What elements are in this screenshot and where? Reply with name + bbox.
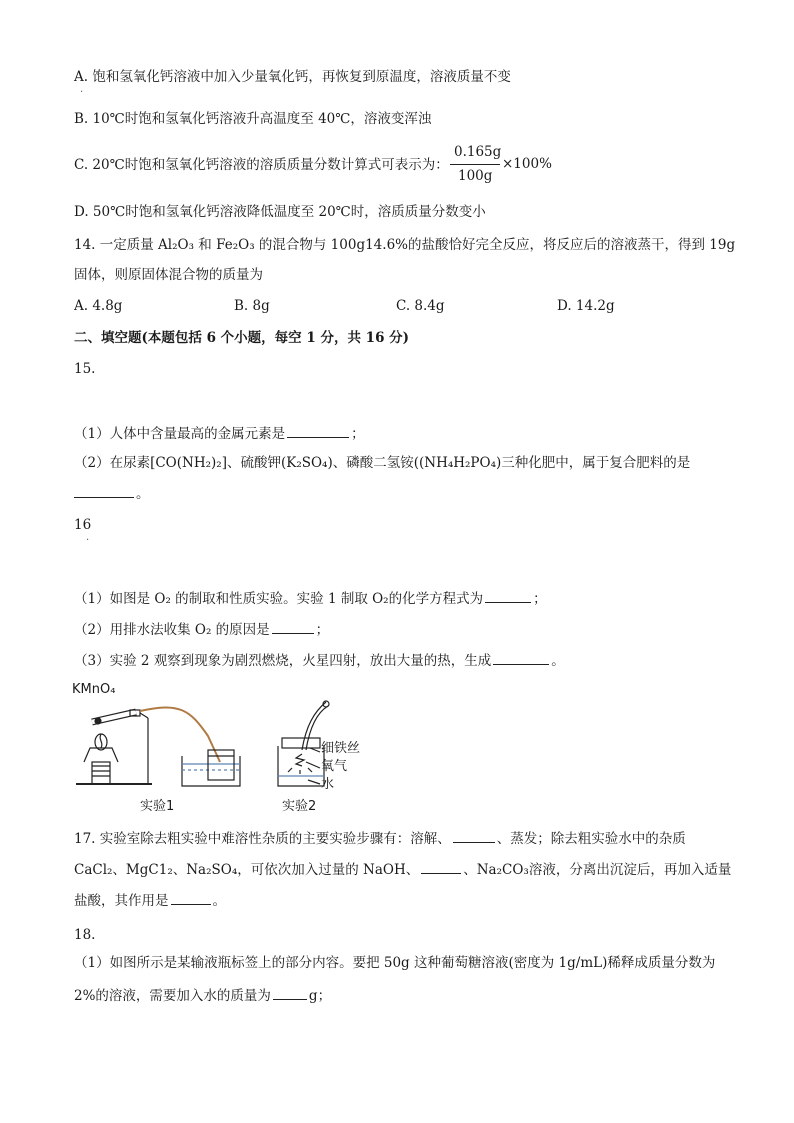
experiment1-caption: 实验1 — [140, 799, 175, 814]
experiment2-caption: 实验2 — [282, 799, 317, 814]
q13-option-b: B. 10℃时饱和氢氧化钙溶液升高温度至 40℃，溶液变浑浊 — [74, 111, 432, 127]
fraction-multiplier: ×100% — [502, 156, 552, 172]
q18-line1: （1）如图所示是某输液瓶标签上的部分内容。要把 50g 这种葡萄糖溶液(密度为 1g/mL)稀释成质量分数为 — [74, 955, 716, 971]
q14-stem-line2: 固体，则原固体混合物的质量为 — [74, 267, 263, 283]
answer-blank[interactable] — [273, 986, 307, 1000]
q17-line3: 盐酸，其作用是 。 — [74, 893, 226, 909]
q13-option-d: D. 50℃时饱和氢氧化钙溶液降低温度至 20℃时，溶质质量分数变小 — [74, 204, 486, 220]
stray-dot-mark: . — [86, 532, 90, 543]
fraction-bar — [450, 164, 500, 165]
answer-blank[interactable] — [74, 484, 134, 498]
fraction-numerator: 0.165g — [454, 144, 502, 160]
q15-part2-answer: 。 — [74, 484, 150, 503]
q13-option-c: C. 20℃时饱和氢氧化钙溶液的溶质质量分数计算式可表示为： — [74, 157, 449, 173]
iron-wire-label: 细铁丝 — [321, 741, 361, 756]
q16-part1: （1）如图是 O₂ 的制取和性质实验。实验 1 制取 O₂的化学方程式为 ； — [74, 591, 547, 607]
q16-part3: （3）实验 2 观察到现象为剧烈燃烧，火星四射，放出大量的热，生成 。 — [74, 653, 565, 669]
stray-dot-mark: . — [80, 84, 84, 95]
q14-option-c: C. 8.4g — [396, 298, 445, 314]
answer-blank[interactable] — [171, 891, 211, 905]
q16-part2: （2）用排水法收集 O₂ 的原因是 ； — [74, 622, 330, 638]
q15-part1: （1）人体中含量最高的金属元素是 ； — [74, 426, 365, 442]
q13-option-a: A. 饱和氢氧化钙溶液中加入少量氧化钙，再恢复到原温度，溶液质量不变 — [74, 69, 511, 85]
q14-option-a: A. 4.8g — [74, 298, 123, 314]
answer-blank[interactable] — [453, 829, 495, 843]
kmno4-label: KMnO₄ — [72, 682, 116, 697]
fraction-denominator: 100g — [458, 168, 493, 184]
q15-number: 15. — [74, 361, 96, 377]
q17-line2: CaCl₂、MgC1₂、Na₂SO₄，可依次加入过量的 NaOH、 、Na₂CO₃溶液，分离出沉淀后，再加入适量 — [74, 862, 732, 878]
q14-stem-line1: 14. 一定质量 Al₂O₃ 和 Fe₂O₃ 的混合物与 100g14.6%的盐酸恰好完全反应，将反应后的溶液蒸干，得到 19g — [74, 237, 736, 253]
q18-number: 18. — [74, 927, 96, 943]
section-heading: 二、填空题(本题包括 6 个小题，每空 1 分，共 16 分) — [74, 330, 410, 346]
water-label: 水 — [321, 777, 335, 792]
q16-number: 16 — [74, 517, 92, 533]
q15-part2: （2）在尿素[CO(NH₂)₂]、硫酸钾(K₂SO₄)、磷酸二氢铵((NH₄H₂PO₄)三种化肥中，属于复合肥料的是 — [74, 455, 691, 471]
q17-line1: 17. 实验室除去粗实验中难溶性杂质的主要实验步骤有：溶解、 、蒸发；除去粗实验水中的杂质 — [74, 831, 686, 847]
answer-blank[interactable] — [287, 424, 349, 438]
q18-line2: 2%的溶液，需要加入水的质量为 g； — [74, 988, 332, 1004]
answer-blank[interactable] — [421, 860, 461, 874]
q14-option-b: B. 8g — [234, 298, 270, 314]
answer-blank[interactable] — [493, 651, 549, 665]
answer-blank[interactable] — [485, 589, 531, 603]
answer-blank[interactable] — [272, 620, 314, 634]
q14-option-d: D. 14.2g — [557, 298, 615, 314]
oxygen-label: 氧气 — [321, 759, 348, 774]
